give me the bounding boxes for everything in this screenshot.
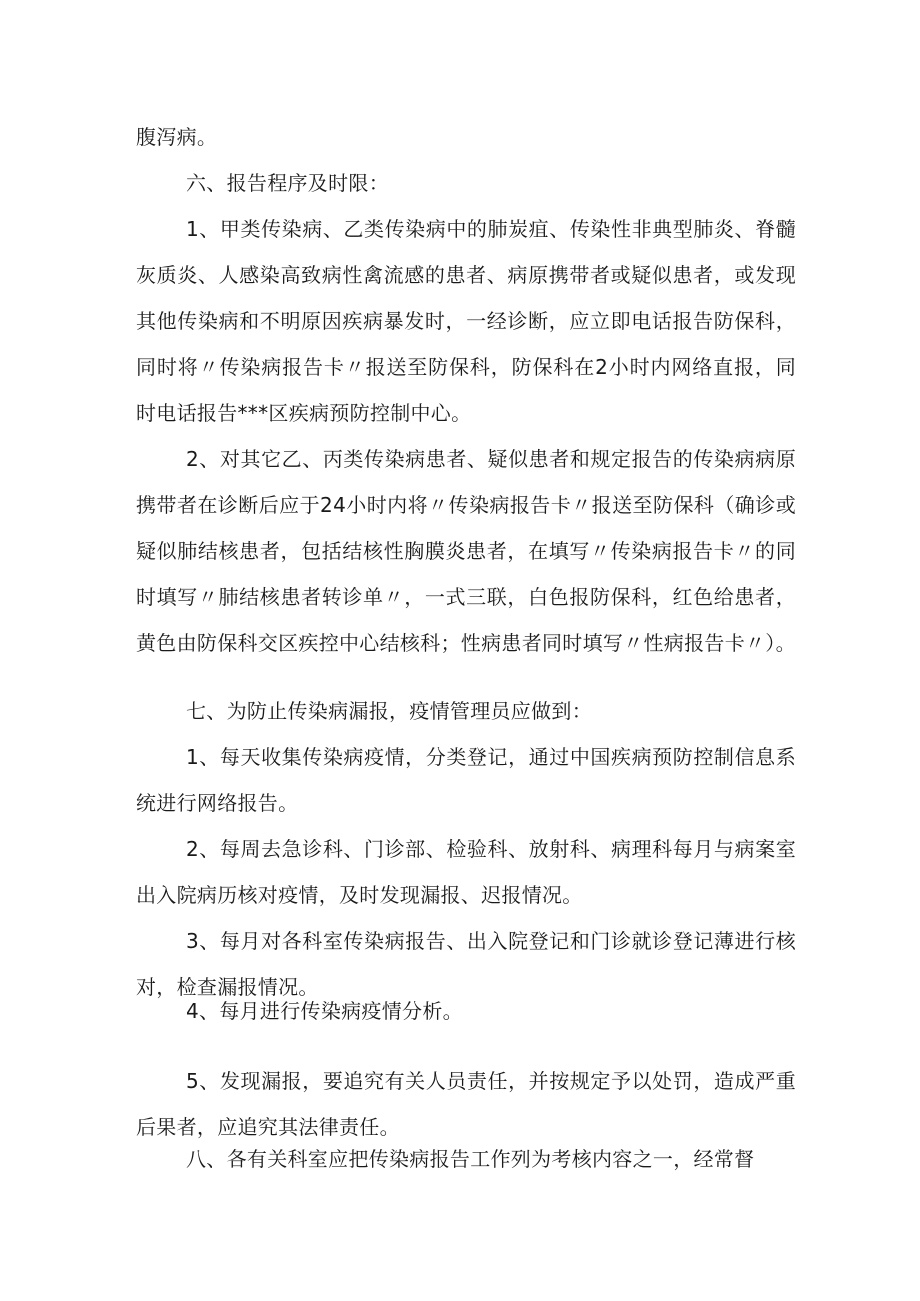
- paragraph-continuation: 腹泻病。: [136, 125, 218, 149]
- paragraph-7-3: 3、每月对各科室传染病报告、出入院登记和门诊就诊登记薄进行核对，检查漏报情况。: [136, 929, 796, 999]
- section-heading-8: 八、各有关科室应把传染病报告工作列为考核内容之一，经常督: [186, 1147, 755, 1171]
- paragraph-6-2: 2、对其它乙、丙类传染病患者、疑似患者和规定报告的传染病病原携带者在诊断后应于24小时内将〃传染病报告卡〃报送至防保科（确诊或疑似肺结核患者，包括结核性胸膜炎患者，在填写〃传染病报告卡〃的同时填写〃肺结核患者转诊单〃，一式三联，白色报防保科，红色给患者，黄色由防保科交区疾控中心结核科；性病患者同时填写〃性病报告卡〃）。: [136, 447, 796, 655]
- paragraph-7-5: 5、发现漏报，要追究有关人员责任，并按规定予以处罚，造成严重后果者，应追究其法律责任。: [136, 1069, 796, 1139]
- paragraph-7-1: 1、每天收集传染病疫情，分类登记，通过中国疾病预防控制信息系统进行网络报告。: [136, 745, 796, 815]
- section-heading-6: 六、报告程序及时限：: [186, 171, 389, 195]
- paragraph-7-4: 4、每月进行传染病疫情分析。: [186, 999, 463, 1023]
- paragraph-6-1: 1、甲类传染病、乙类传染病中的肺炭疽、传染性非典型肺炎、脊髓灰质炎、人感染高致病性禽流感的患者、病原携带者或疑似患者，或发现其他传染病和不明原因疾病暴发时，一经诊断，应立即电话报告防保科，同时将〃传染病报告卡〃报送至防保科，防保科在2小时内网络直报，同时电话报告***区疾病预防控制中心。: [136, 217, 796, 425]
- paragraph-7-2: 2、每周去急诊科、门诊部、检验科、放射科、病理科每月与病案室出入院病历核对疫情，及时发现漏报、迟报情况。: [136, 837, 796, 907]
- section-heading-7: 七、为防止传染病漏报，疫情管理员应做到：: [186, 699, 592, 723]
